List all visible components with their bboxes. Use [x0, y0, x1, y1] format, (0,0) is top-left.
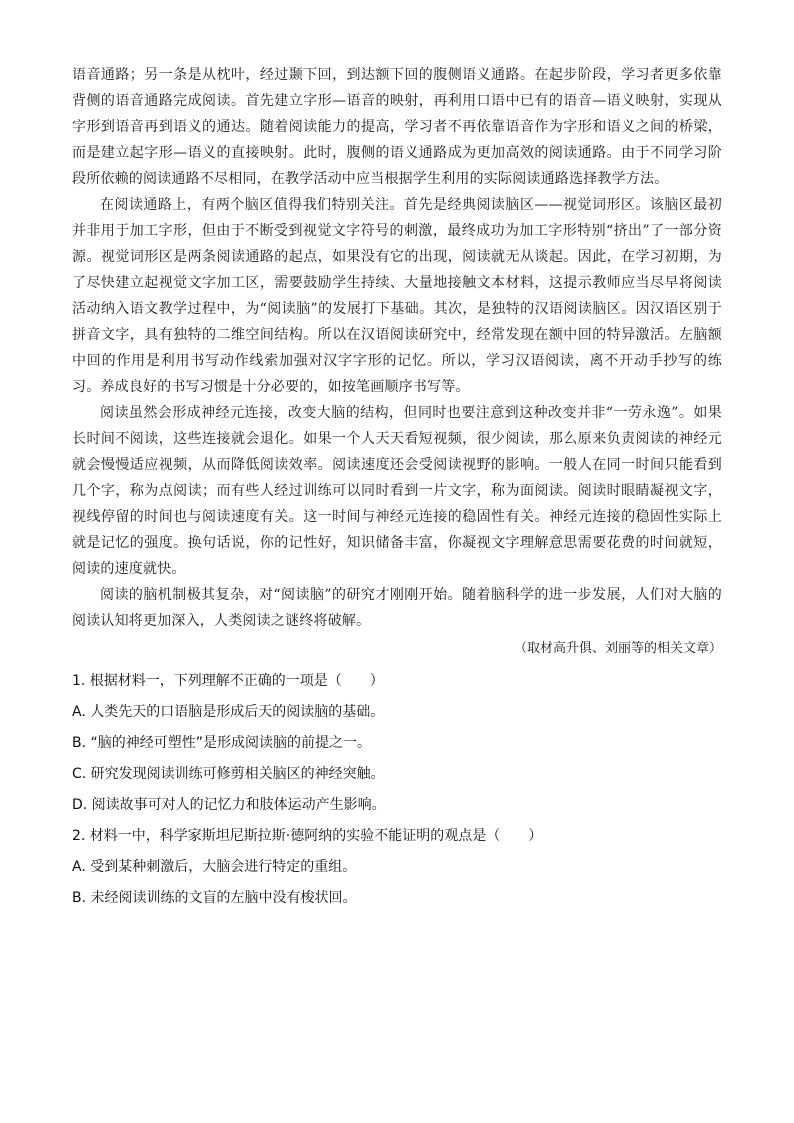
passage-paragraph-2: 在阅读通路上，有两个脑区值得我们特别关注。首先是经典阅读脑区——视觉词形区。该脑区最初并非用于加工字形，但由于不断受到视觉文字符号的刺激，最终成功为加工字形特别“挤出”了一部分资源。视觉词形区是两条阅读通路的起点，如果没有它的出现，阅读就无从谈起。因此，在学习初期，为了尽快建立起视觉文字加工区，需要鼓励学生持续、大量地接触文本材料，这提示教师应当尽早将阅读活动纳入语文教学过程中，为“阅读脑”的发展打下基础。其次，是独特的汉语阅读脑区。因汉语区别于拼音文字，具有独特的二维空间结构。所以在汉语阅读研究中，经常发现在额中回的特异激活。左脑额中回的作用是利用书写动作线索加强对汉字字形的记忆。所以，学习汉语阅读，离不开动手抄写的练习。养成良好的书写习惯是十分必要的，如按笔画顺序书写等。 — [72, 197, 722, 395]
question-1-option-a: A. 人类先天的口语脑是形成后天的阅读脑的基础。 — [72, 704, 385, 720]
passage-source-citation: （取材高升俱、刘丽等的相关文章） — [513, 641, 722, 656]
passage-paragraph-1: 语音通路；另一条是从枕叶，经过颞下回，到达额下回的腹侧语义通路。在起步阶段，学习者更多依靠背侧的语音通路完成阅读。首先建立字形—语音的映射，再利用口语中已有的语音—语义映射，实现从字形到语音再到语义的通达。随着阅读能力的提高，学习者不再依靠语音作为字形和语义之间的桥梁，而是建立起字形—语义的直接映射。此时，腹侧的语义通路成为更加高效的阅读通路。由于不同学习阶段所依赖的阅读通路不尽相同，在教学活动中应当根据学生利用的实际阅读通路选择教学方法。 — [72, 67, 722, 187]
question-1-option-c: C. 研究发现阅读训练可修剪相关脑区的神经突触。 — [72, 766, 385, 782]
document-page — [72, 62, 722, 914]
passage-paragraph-3: 阅读虽然会形成神经元连接，改变大脑的结构，但同时也要注意到这种改变并非“一劳永逸”。如果长时间不阅读，这些连接就会退化。如果一个人天天看短视频，很少阅读，那么原来负责阅读的神经元就会慢慢适应视频，从而降低阅读效率。阅读速度还会受阅读视野的影响。一般人在同一时间只能看到几个字，称为点阅读；而有些人经过训练可以同时看到一片文字，称为面阅读。阅读时眼睛凝视文字，视线停留的时间也与阅读速度有关。这一时间与神经元连接的稳固性有关。神经元连接的稳固性实际上就是记忆的强度。换句话说，你的记性好，知识储备丰富，你凝视文字理解意思需要花费的时间就短，阅读的速度就快。 — [72, 405, 722, 577]
question-2-option-b: B. 未经阅读训练的文盲的左脑中没有梭状回。 — [72, 890, 357, 906]
question-1-option-b: B. “脑的神经可塑性”是形成阅读脑的前提之一。 — [72, 735, 372, 751]
question-2-stem: 2. 材料一中，科学家斯坦尼斯拉斯·德阿纳的实验不能证明的观点是（ ） — [72, 828, 543, 844]
reading-passage — [72, 62, 722, 662]
question-1-option-d: D. 阅读故事可对人的记忆力和肢体运动产生影响。 — [72, 797, 386, 813]
question-list — [72, 666, 722, 914]
question-1-stem: 1. 根据材料一，下列理解不正确的一项是（ ） — [72, 673, 384, 689]
passage-paragraph-4: 阅读的脑机制极其复杂，对“阅读脑”的研究才刚刚开始。随着脑科学的进一步发展，人们对大脑的阅读认知将更加深入，人类阅读之谜终将破解。 — [72, 587, 722, 629]
question-2-option-a: A. 受到某种刺激后，大脑会进行特定的重组。 — [72, 859, 357, 875]
